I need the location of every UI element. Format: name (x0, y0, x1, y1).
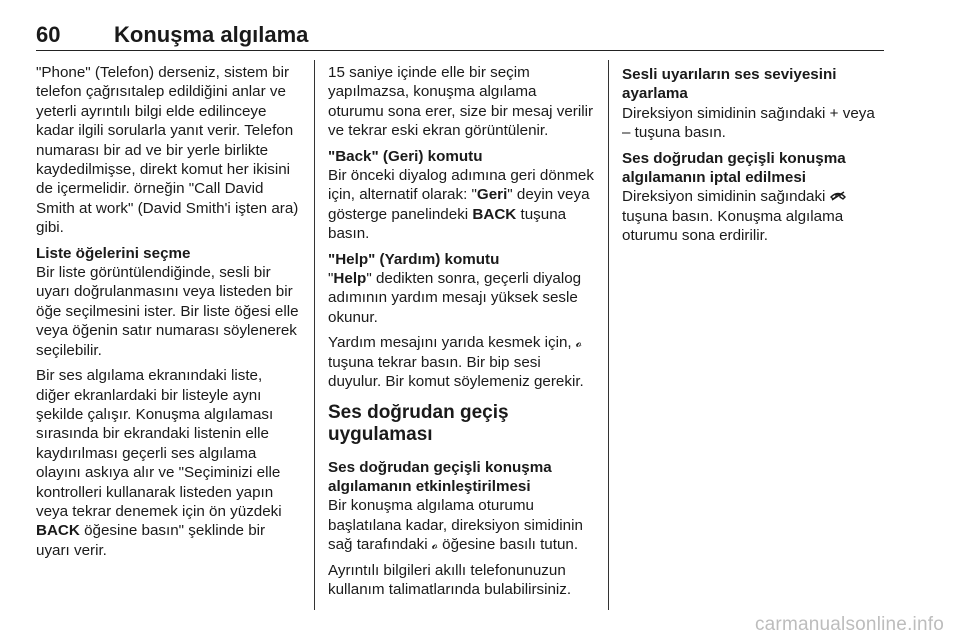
phone-hangup-icon (830, 187, 846, 206)
subheading-cancel: Ses doğrudan geçişli konuşma algılamanın iptal edilmesi (622, 149, 846, 187)
subheading-list-items: Liste öğelerini seçme (36, 244, 191, 262)
voice-command-icon: 𝓸 (575, 335, 582, 351)
subheading-back-command: "Back" (Geri) komutu (328, 147, 483, 165)
paragraph: 15 saniye içinde elle bir seçim yapılmazsa, konuşma algılama oturumu sona erer, size bir mesaj verilir ve tekrar eski ekran görüntülenir. (328, 64, 594, 140)
page-header (36, 22, 884, 51)
back-key-label: BACK (36, 522, 80, 540)
paragraph: Bir önceki diyalog adımına geri dönmek için, alternatif olarak: "Geri" deyin veya gösterge panelindeki BACK tuşuna basın. (328, 167, 594, 243)
paragraph: Direksiyon simidinin sağındaki tuşuna basın. Konuşma algılama oturumu sona erdirilir. (622, 187, 884, 245)
watermark: carmanualsonline.info (754, 614, 944, 635)
paragraph: Bir konuşma algılama oturumu başlatılana kadar, direksiyon simidinin sağ tarafındaki 𝓸 öğesine basılı tutun. (328, 497, 583, 554)
paragraph: "Help" dedikten sonra, geçerli diyalog adımının yardım mesajı yüksek sesle okunur. (328, 270, 582, 326)
paragraph: Bir ses algılama ekranındaki liste, diğer ekranlardaki bir listeyle aynı şekilde çalışır. Konuşma algılaması sırasında bir ekrandaki listenin elle kaydırılması geçerli ses algılama olayını askıya alır ve "Seçiminizi elle kontrolleri kullanarak listeden yapın veya tekrar denemek için ön yüzdeki BACK öğesine basın" şeklinde bir uyarı verir. (36, 367, 282, 559)
paragraph: Yardım mesajını yarıda kesmek için, 𝓸 tuşuna tekrar basın. Bir bip sesi duyulur. Bir komut söylemeniz gerekir. (328, 334, 584, 391)
paragraph: Direksiyon simidinin sağındaki + veya – tuşuna basın. (622, 104, 875, 142)
paragraph: Bir liste görüntülendiğinde, sesli bir uyarı doğrulanmasını veya listeden bir öğe seçilmesini ister. Bir liste öğesi elle veya öğenin satır numarası söylenerek seçilebilir. (36, 264, 299, 359)
paragraph: "Phone" (Telefon) derseniz, sistem bir telefon çağrısıtalep edildiğini anlar ve yeterli ayrıntılı bilgi elde edilinceye kadar ilgili sorularla yanıt verir. Telefon numarası bir ad ve bir yerle birlikte kaydedilmişse, direkt komut her ikisini de içermelidir. örneğin "Call David Smith at work" (David Smith'i işten ara) gibi. (36, 64, 299, 237)
column-2 (328, 63, 594, 605)
column-divider (608, 60, 609, 610)
column-1 (36, 63, 300, 566)
subheading-volume: Sesli uyarıların ses seviyesini ayarlama (622, 66, 837, 103)
minus-key-icon: – (622, 124, 631, 142)
page-number: 60 (36, 22, 61, 47)
page-title: Konuşma algılama (114, 22, 309, 47)
section-heading: Ses doğrudan geçiş uygulaması (328, 401, 509, 445)
column-3 (622, 63, 884, 252)
paragraph: Ayrıntılı bilgileri akıllı telefonunuzun kullanım talimatlarında bulabilirsiniz. (328, 561, 572, 598)
plus-key-icon: + (829, 104, 839, 122)
column-divider (314, 60, 315, 610)
subheading-activate: Ses doğrudan geçişli konuşma algılamanın etkinleştirilmesi (328, 458, 552, 495)
voice-command-icon: 𝓸 (431, 537, 438, 553)
subheading-help-command: "Help" (Yardım) komutu (328, 250, 500, 268)
